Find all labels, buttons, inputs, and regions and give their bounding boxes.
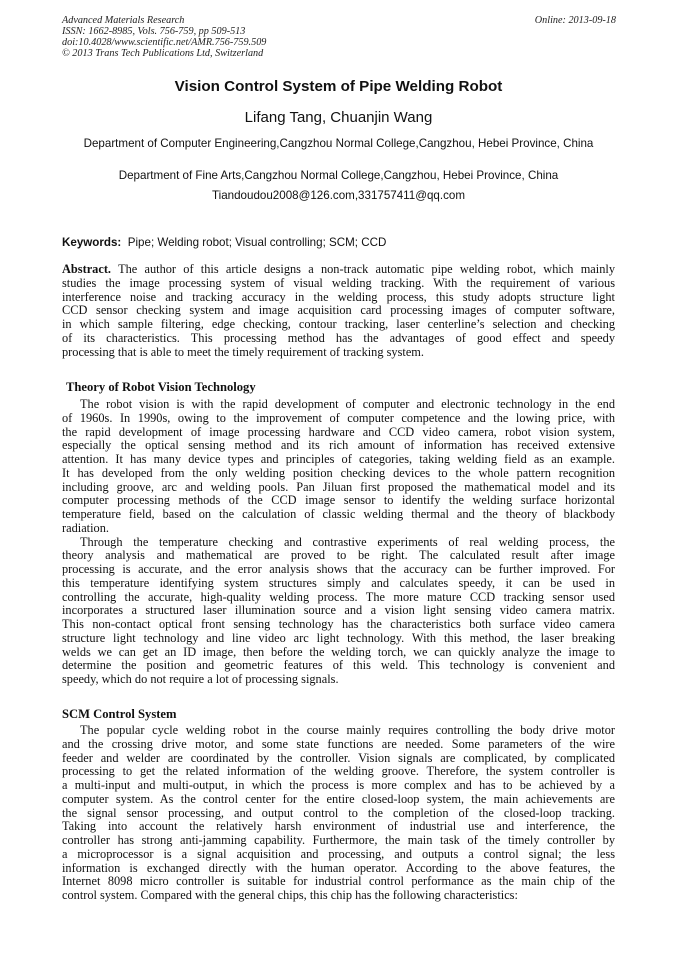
doi-line: doi:10.4028/www.scientific.net/AMR.756-759.509 <box>62 37 267 48</box>
keywords <box>62 236 615 249</box>
keywords-label: Keywords: <box>62 236 122 249</box>
body-line: Through the temperature checking and contrastive experiments of real welding process, the <box>80 534 615 549</box>
body-line: Internet 8098 micro controller is suitable for industrial control performance as the main chip of the <box>62 874 615 889</box>
body-line: a multi-input and multi-output, in which the process is more complex and has to be achieved by a <box>62 778 615 792</box>
body-line: theory analysis and mathematical are proved to be right. The calculated result after image <box>62 548 615 563</box>
body-line: of 1960s. In 1990s, owing to the improvement of computer competence and the lowing price, with <box>62 410 615 425</box>
author-emails: Tiandoudou2008@126.com,331757411@qq.com <box>211 189 466 202</box>
abstract-line: processing that is able to meet the timely requirement of tracking system. <box>62 344 424 359</box>
abstract-line: interference noise and tracking accuracy in the welding process, this study adopts structure light <box>62 289 615 304</box>
abstract <box>62 263 615 359</box>
journal-name: Advanced Materials Research <box>62 15 185 26</box>
body-line: computer system. As the control center for the entire closed-loop system, the main achievements are <box>62 791 615 806</box>
body-line: radiation. <box>62 520 109 535</box>
abstract-line: CCD sensor checking system and image acquisition card processing images of computer software, <box>62 303 615 318</box>
body-line: The popular cycle welding robot in the course mainly requires controlling the body drive motor <box>80 723 615 737</box>
copyright-line: © 2013 Trans Tech Publications Ltd, Switzerland <box>62 48 264 59</box>
body-line: information is exchanged directly with the human operator. According to the above features, the <box>62 860 615 875</box>
abstract-line: Abstract. The author of this article designs a non-track automatic pipe welding robot, which mainly <box>62 262 615 276</box>
body-line: the rapid development of image processing hardware and CCD video camera, robot vision system, <box>62 424 615 439</box>
body-line: Taking into account the relatively harsh environment of industrial use and interference, the <box>62 819 615 834</box>
section-1-paragraph-2 <box>62 536 615 687</box>
body-line: controller has strong anti-jamming capability. Furthermore, the main task of the timely controller by <box>62 833 615 847</box>
body-line: including groove, arc and welding pools. Pan Jiluan first proposed the mathematical model and its <box>62 479 615 494</box>
abstract-line: studies the image processing system of visual welding tracking. With the requirement of various <box>62 275 615 290</box>
paper-title: Vision Control System of Pipe Welding Robot <box>174 78 503 95</box>
keywords-text: Pipe; Welding robot; Visual controlling; SCM; CCD <box>127 236 387 249</box>
authors: Lifang Tang, Chuanjin Wang <box>244 109 433 126</box>
body-line: determine the position and geometric features of this weld. This technology is convenient and <box>62 658 615 673</box>
body-line: especially the optical sensing method and its rich amount of information has received extensive <box>62 438 615 453</box>
body-line: structure light technology and line video arc light technology. With this method, the laser breaking <box>62 630 615 645</box>
body-line: temperature field, based on the calculation of classic welding thermal and the theory of blackbody <box>62 507 615 521</box>
body-line: this temperature identifying system structures simply and calculates speedy, it can be used in <box>62 575 615 590</box>
abstract-line: in which sample filtering, edge checking, contour tracking, laser centerline’s selection and checking <box>62 317 615 331</box>
body-line: speedy, which do not require a lot of processing signals. <box>62 672 339 686</box>
body-line: The robot vision is with the rapid development of computer and electronic technology in the end <box>80 397 615 411</box>
body-line: processing is accurate, and the error analysis shows that the accuracy can be further improved. For <box>62 562 615 576</box>
section-1-paragraph-1 <box>62 398 615 536</box>
body-line: controlling the accurate, high-quality welding process. The more mature CCD tracking sensor used <box>62 589 615 604</box>
body-line: This non-contact optical front sensing technology has the characteristics both surface video camera <box>62 617 615 631</box>
affiliation-1: Department of Computer Engineering,Cangzhou Normal College,Cangzhou, Hebei Province, China <box>83 137 594 150</box>
journal-header <box>62 15 482 59</box>
body-line: and the crossing drive motor, and some state functions are needed. Some parameters of the wire <box>62 736 615 751</box>
body-line: control system. Compared with the general chips, this chip has the following characteristics: <box>62 888 518 902</box>
abstract-line: of its characteristics. This processing method has the advantages of good effect and speedy <box>62 330 615 345</box>
section-heading-scm-control: SCM Control System <box>62 707 177 721</box>
section-heading-robot-vision: Theory of Robot Vision Technology <box>66 380 256 394</box>
affiliation-2: Department of Fine Arts,Cangzhou Normal College,Cangzhou, Hebei Province, China <box>118 169 559 182</box>
issn-line: ISSN: 1662-8985, Vols. 756-759, pp 509-513 <box>62 26 246 37</box>
online-date: Online: 2013-09-18 <box>534 15 616 26</box>
abstract-label: Abstract. <box>62 262 112 276</box>
body-line: incorporates a structured laser illumination source and a vision light sensing video camera matrix. <box>62 603 615 618</box>
body-line: a microprocessor is a signal acquisition and processing, and outputs a control signal; the less <box>62 846 615 861</box>
body-line: processing to get the related information of the welding groove. Therefore, the system controller is <box>62 764 615 779</box>
body-line: It has developed from the only welding position checking devices to the whole pattern recognition <box>62 465 615 480</box>
body-line: the signal sensor processing, and output control to the completion of the closed-loop tracking. <box>62 805 615 820</box>
section-2-paragraph-1 <box>62 724 615 903</box>
body-line: attention. It has many device types and principles of categories, taking welding field as an example. <box>62 452 615 466</box>
body-line: computer processing methods of the CCD image sensor to identify the welding surface horizontal <box>62 493 615 508</box>
body-line: welds we can get an ID image, then before the welding torch, we can quickly analyze the image to <box>62 644 615 659</box>
body-line: feeder and welder are coordinated by the controller. Vision signals are complicated, by complicated <box>62 750 615 765</box>
